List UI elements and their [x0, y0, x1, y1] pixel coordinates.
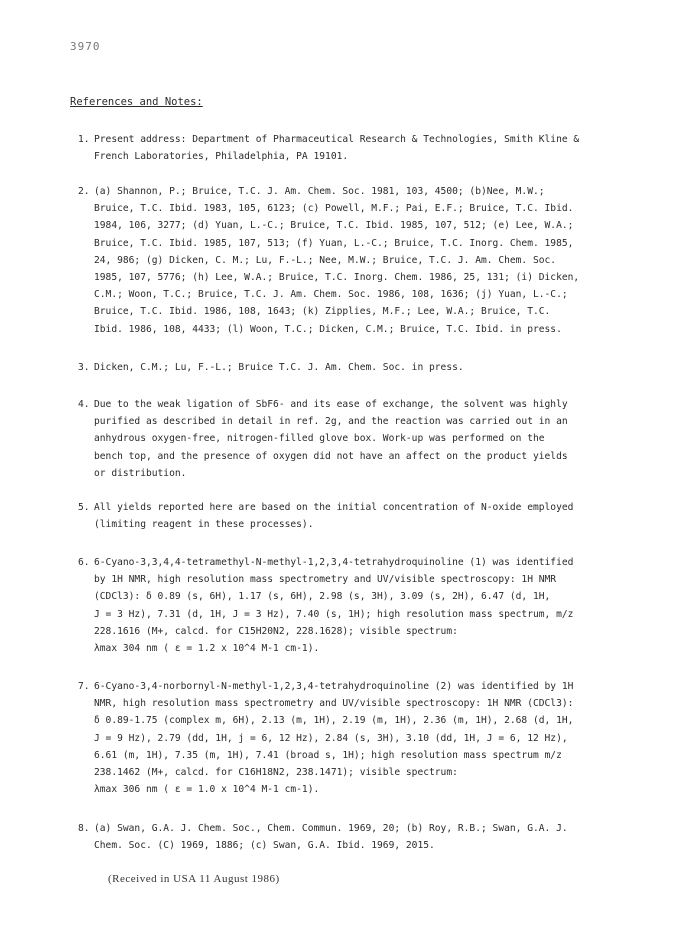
note-text: All yields reported here are based on the initial concentration of N-oxide employed (limiting reagent in these processes). [94, 502, 574, 531]
references-heading: References and Notes: [70, 96, 203, 108]
note-text: 6-Cyano-3,3,4,4-tetramethyl-N-methyl-1,2,3,4-tetrahydroquinoline (1) was identified by 1H NMR, high resolution mass spectrometry and UV/visible spectroscopy: 1H NMR (CDCl3): δ 0.89 (s, 6H), 1.17 (s, 6H), 2.98 (s, 3H), 3.09 (s, 2H), 6.47 (d, 1H, J = 3 Hz), 7.31 (d, 1H, J = 3 Hz), 7.40 (s, 1H); high resolution mass spectrum, m/z 228.1616 (M+, calcd. for C15H20N2, 228.1628); visible spectrum: λmax 304 nm ( ε = 1.2 x 10^4 M-1 cm-1). [94, 557, 574, 655]
reference-note-2 [78, 183, 598, 338]
note-text: Present address: Department of Pharmaceutical Research & Technologies, Smith Kline & French Laboratories, Philadelphia, PA 19101. [94, 134, 580, 163]
reference-note-3 [78, 359, 598, 376]
reference-note-6 [78, 554, 598, 657]
reference-note-1 [78, 131, 598, 165]
note-number: 1. [78, 134, 90, 145]
note-text: Dicken, C.M.; Lu, F.-L.; Bruice T.C. J. Am. Chem. Soc. in press. [94, 362, 464, 373]
note-number: 5. [78, 502, 90, 513]
note-text: Due to the weak ligation of SbF6- and its ease of exchange, the solvent was highly purified as described in detail in ref. 2g, and the reaction was carried out in an anhydrous oxygen-free, nitrogen-filled glove box. Work-up was performed on the bench top, and the presence of oxygen did not have an affect on the product yields or distribution. [94, 399, 568, 479]
received-date: (Received in USA 11 August 1986) [108, 873, 280, 885]
note-number: 8. [78, 823, 90, 834]
note-text: (a) Swan, G.A. J. Chem. Soc., Chem. Commun. 1969, 20; (b) Roy, R.B.; Swan, G.A. J. Chem. Soc. (C) 1969, 1886; (c) Swan, G.A. Ibid. 1969, 2015. [94, 823, 568, 852]
note-number: 4. [78, 399, 90, 410]
reference-note-8 [78, 820, 598, 854]
note-number: 7. [78, 681, 90, 692]
note-number: 3. [78, 362, 90, 373]
page-number: 3970 [70, 40, 101, 53]
reference-note-4 [78, 396, 598, 482]
note-number: 2. [78, 186, 90, 197]
reference-note-7 [78, 678, 598, 798]
note-text: 6-Cyano-3,4-norbornyl-N-methyl-1,2,3,4-tetrahydroquinoline (2) was identified by 1H NMR, high resolution mass spectrometry and UV/visible spectroscopy: 1H NMR (CDCl3): δ 0.89-1.75 (complex m, 6H), 2.13 (m, 1H), 2.19 (m, 1H), 2.36 (m, 1H), 2.68 (d, 1H, J = 9 Hz), 2.79 (dd, 1H, j = 6, 12 Hz), 2.84 (s, 3H), 3.10 (dd, 1H, J = 6, 12 Hz), 6.61 (m, 1H), 7.35 (m, 1H), 7.41 (broad s, 1H); high resolution mass spectrum m/z 238.1462 (M+, calcd. for C16H18N2, 238.1471); visible spectrum: λmax 306 nm ( ε = 1.0 x 10^4 M-1 cm-1). [94, 681, 574, 796]
reference-note-5 [78, 499, 598, 533]
note-text: (a) Shannon, P.; Bruice, T.C. J. Am. Chem. Soc. 1981, 103, 4500; (b)Nee, M.W.; Bruice, T.C. Ibid. 1983, 105, 6123; (c) Powell, M.F.; Pai, E.F.; Bruice, T.C. Ibid. 1984, 106, 3277; (d) Yuan, L.-C.; Bruice, T.C. Ibid. 1985, 107, 512; (e) Lee, W.A.; Bruice, T.C. Ibid. 1985, 107, 513; (f) Yuan, L.-C.; Bruice, T.C. Inorg. Chem. 1985, 24, 986; (g) Dicken, C. M.; Lu, F.-L.; Nee, M.W.; Bruice, T.C. J. Am. Chem. Soc. 1985, 107, 5776; (h) Lee, W.A.; Bruice, T.C. Inorg. Chem. 1986, 25, 131; (i) Dicken, C.M.; Woon, T.C.; Bruice, T.C. J. Am. Chem. Soc. 1986, 108, 1636; (j) Yuan, L.-C.; Bruice, T.C. Ibid. 1986, 108, 1643; (k) Zipplies, M.F.; Lee, W.A.; Bruice, T.C. Ibid. 1986, 108, 4433; (l) Woon, T.C.; Dicken, C.M.; Bruice, T.C. Ibid. in press. [94, 186, 580, 335]
note-number: 6. [78, 557, 90, 568]
